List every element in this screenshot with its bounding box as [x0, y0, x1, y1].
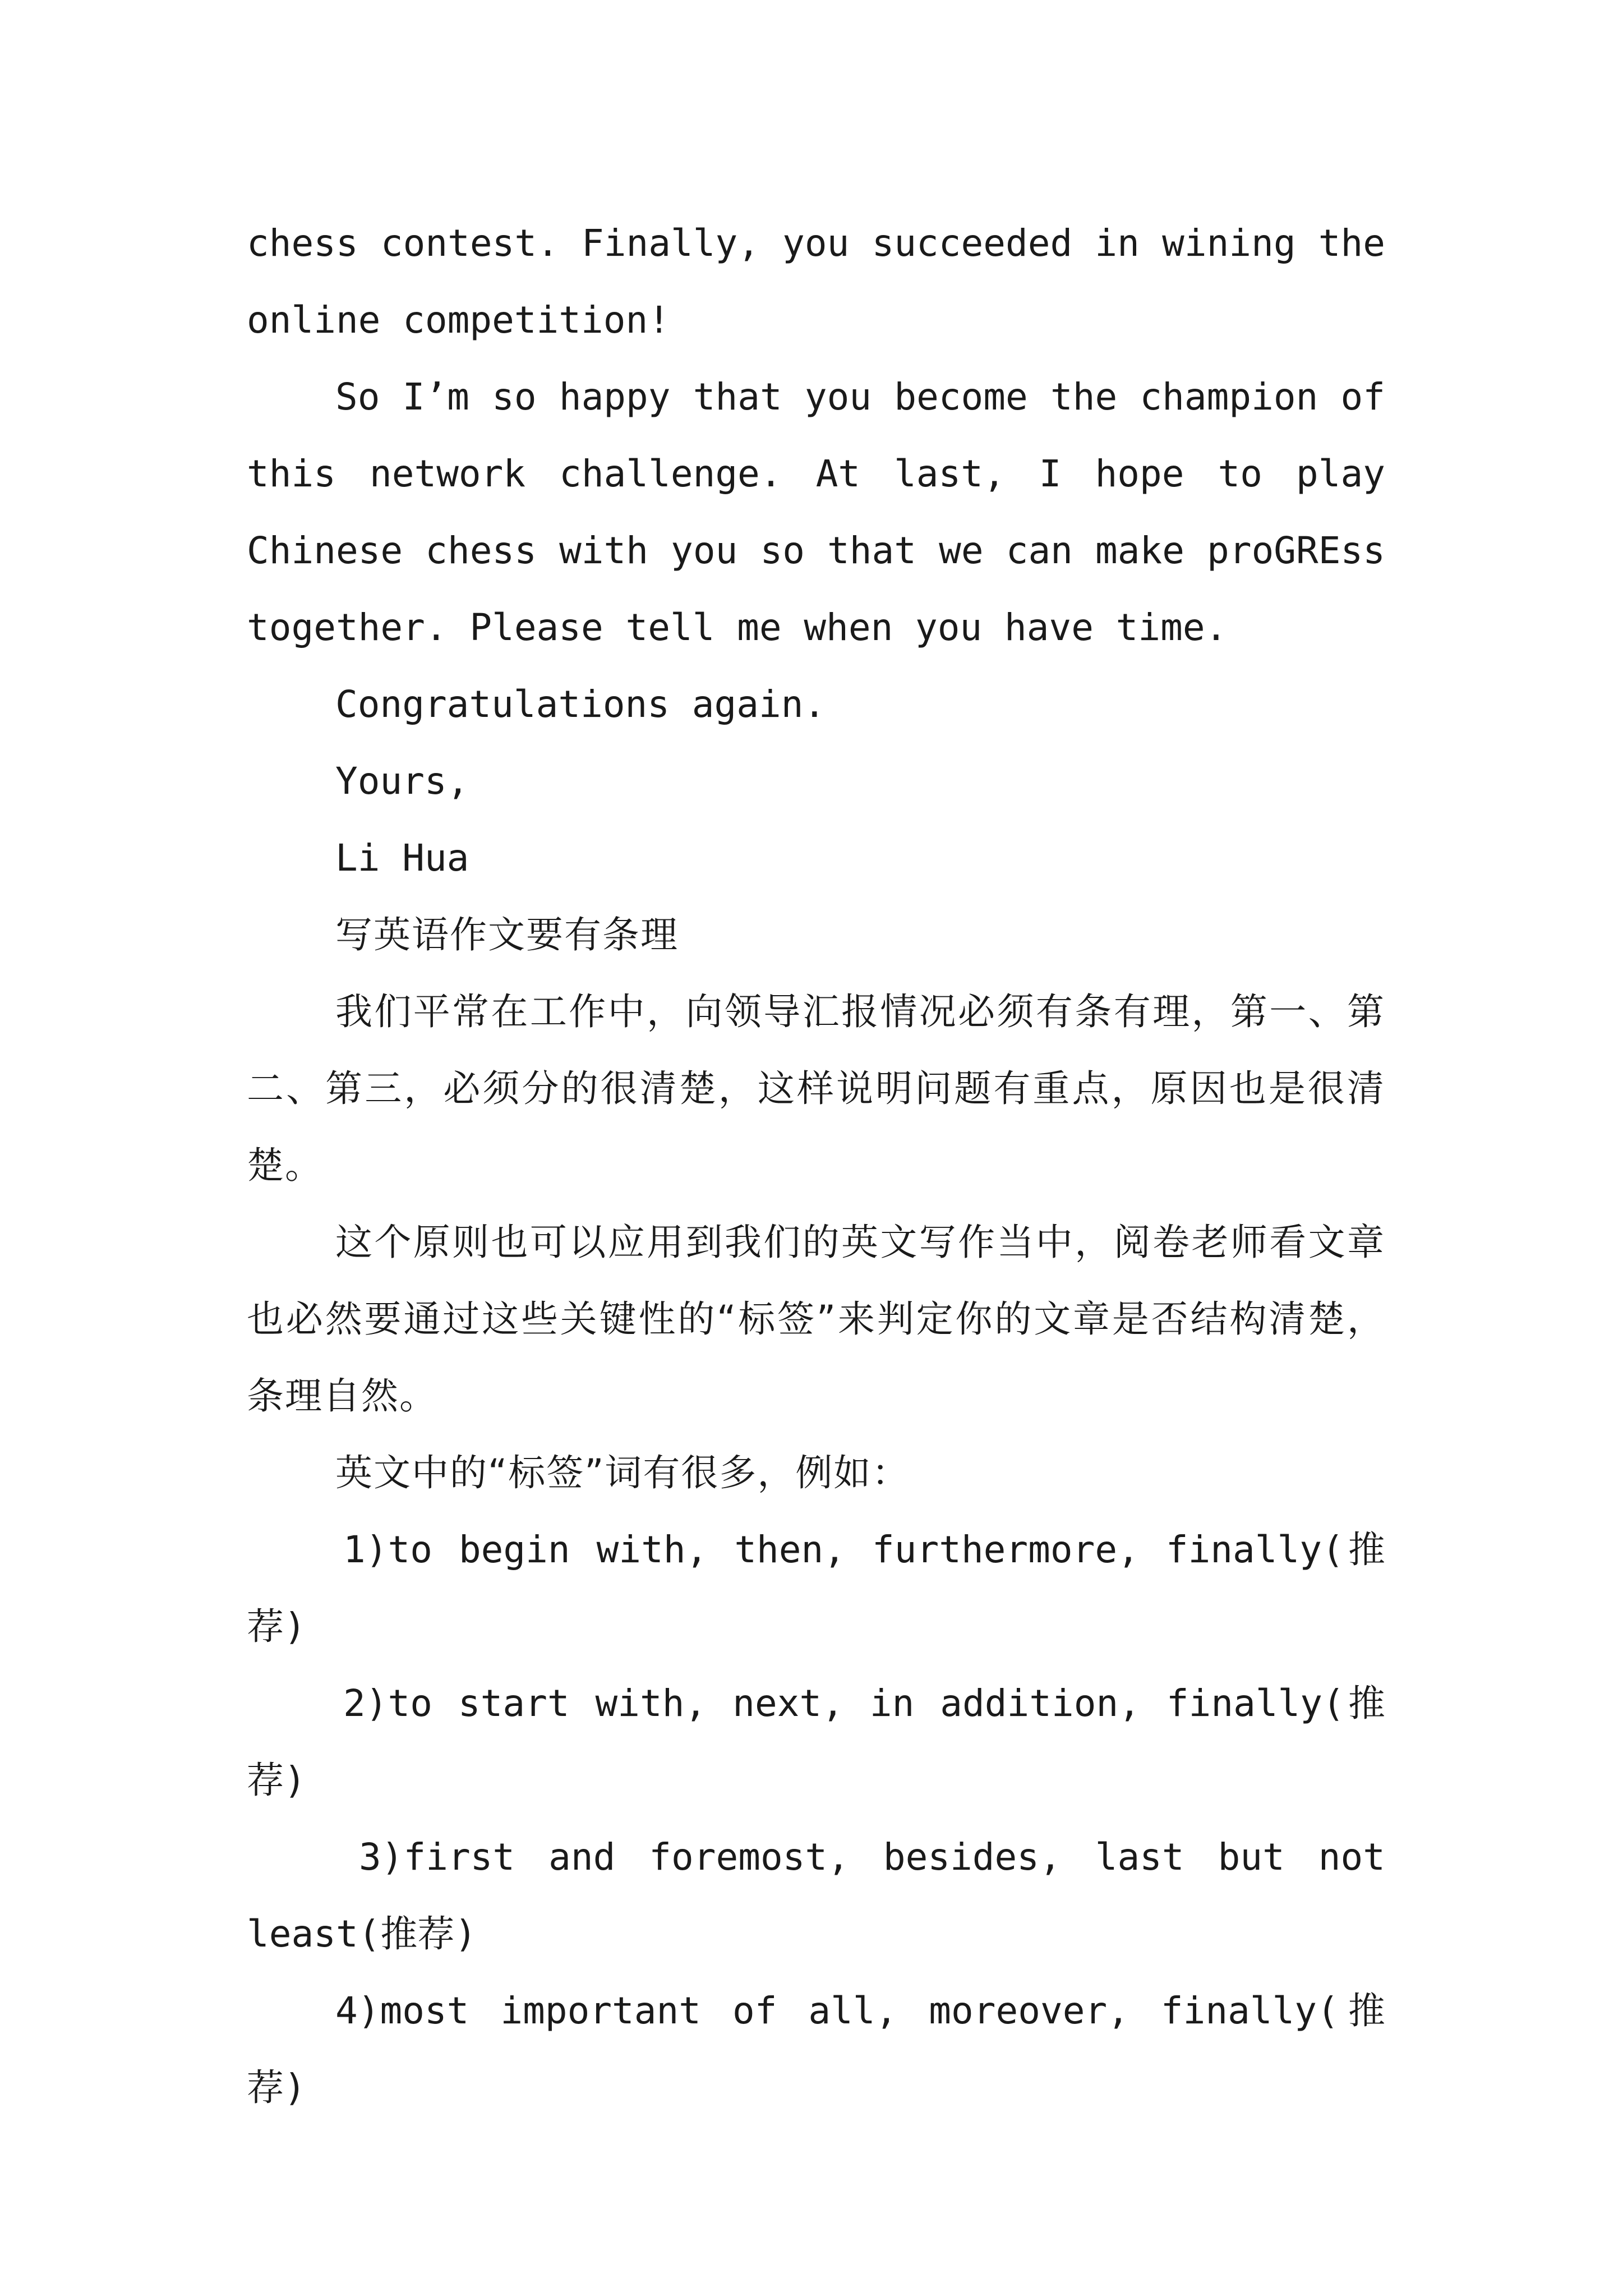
paragraph-tag-words-intro: 英文中的“标签”词有很多，例如： — [335, 1451, 910, 1494]
paragraph-writing-principle: 这个原则也可以应用到我们的英文写作当中，阅卷老师看文章也必然要通过这些关键性的“标签”来判定你的文章是否结构清楚，条理自然。 — [247, 1221, 1385, 1418]
paragraph-work-report: 我们平常在工作中，向领导汇报情况必须有条有理，第一、第二、第三，必须分的很清楚，这样说明问题有重点，原因也是很清楚。 — [247, 990, 1385, 1187]
list-item-3: 3)first and foremost, besides, last but not least(推荐) — [247, 1835, 1385, 1955]
paragraph-letter-hope: So I’m so happy that you become the champion of this network challenge. At last, I hope to play Chinese chess with you so that we can make proGREss together. Please tell me when you have time. — [247, 375, 1385, 649]
list-item-1: 1)to begin with, then, furthermore, finally(推荐) — [247, 1528, 1385, 1648]
section-heading: 写英语作文要有条理 — [335, 913, 679, 956]
paragraph-closing: Yours, — [335, 760, 469, 803]
paragraph-letter-continuation: chess contest. Finally, you succeeded in wining the online competition! — [247, 222, 1385, 342]
paragraph-signature: Li Hua — [335, 836, 469, 880]
list-item-2: 2)to start with, next, in addition, finally(推荐) — [247, 1682, 1385, 1802]
list-item-4: 4)most important of all, moreover, finally(推荐) — [247, 1989, 1385, 2109]
document-body — [247, 205, 1385, 2126]
paragraph-congratulations: Congratulations again. — [335, 683, 826, 726]
